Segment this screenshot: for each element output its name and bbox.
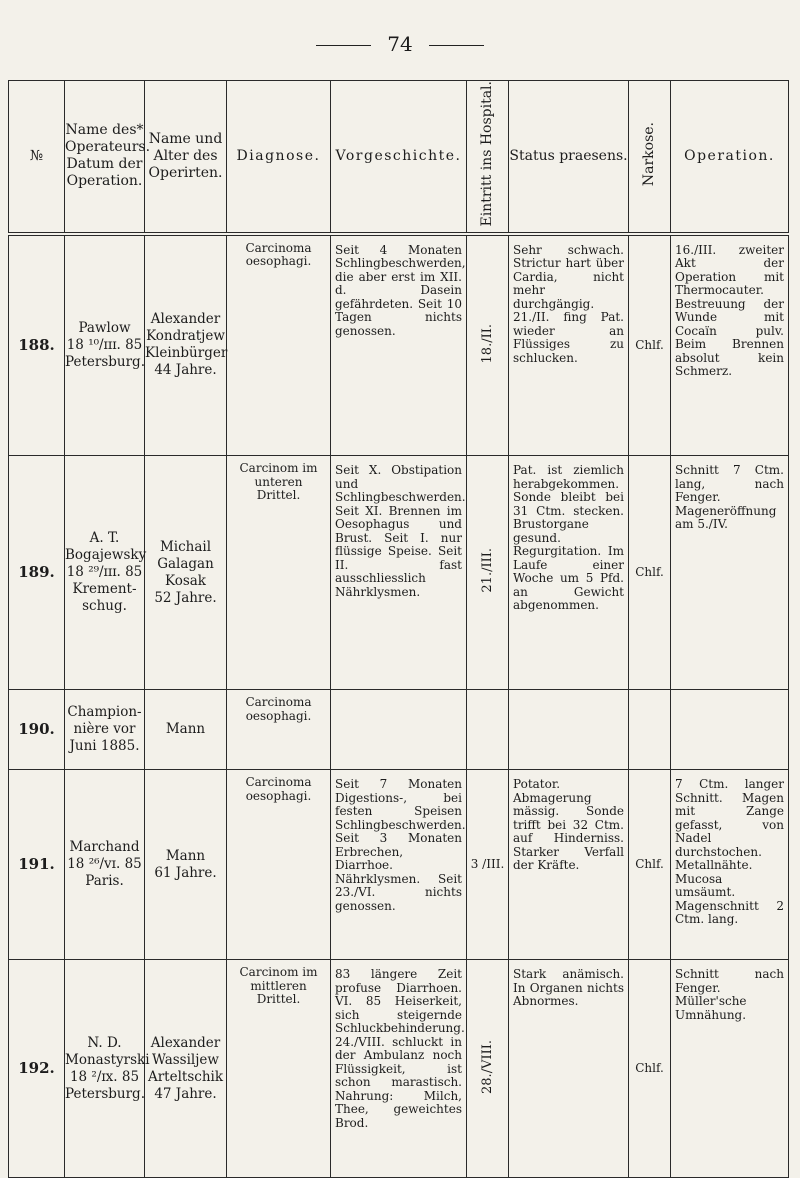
table-row (9, 690, 789, 770)
patient-cell: Mann (145, 690, 227, 770)
operations-table (8, 80, 789, 1178)
header-eintritt: Eintritt ins Hospital. (467, 81, 509, 234)
narkose-cell: Chlf. (629, 456, 671, 690)
vorgeschichte-cell: Seit X. Obstipation und Schlingbeschwerden. Seit XI. Brennen im Oesophagus und Brust. Seit I. nur flüssige Speise. Seit II. fast ausschliesslich Nährklysmen. (331, 456, 467, 690)
table-row (9, 770, 789, 960)
header-narkose: Narkose. (629, 81, 671, 234)
page-number: 74 (387, 32, 413, 56)
eintritt-cell: 21./III. (467, 456, 509, 690)
narkose-cell: Chlf. (629, 770, 671, 960)
operation-cell: 16./III. zweiter Akt der Operation mit Thermocauter. Bestreuung der Wunde mit Cocaïn pulv. Beim Brennen absolut kein Schmerz. (671, 234, 789, 456)
header-dash-left (316, 45, 371, 46)
patient-cell: Mann 61 Jahre. (145, 770, 227, 960)
status-cell: Pat. ist ziemlich herabgekommen. Sonde bleibt bei 31 Ctm. stecken. Brustorgane gesund. Regurgitation. Im Laufe einer Woche um 5 Pfd. an Gewicht abgenommen. (509, 456, 629, 690)
header-dash-right (429, 45, 484, 46)
operateur-cell: Marchand 18 ²⁶/ᴠɪ. 85 Paris. (65, 770, 145, 960)
header-operateur: Name des* Operateurs. Datum der Operation. (65, 81, 145, 234)
vorgeschichte-cell (331, 690, 467, 770)
eintritt-cell: 18./II. (467, 234, 509, 456)
patient-cell: Michail Galagan Kosak 52 Jahre. (145, 456, 227, 690)
diagnose-cell: Carcinoma oesophagi. (227, 690, 331, 770)
header-diagnose: Diagnose. (227, 81, 331, 234)
eintritt-cell: 3 /III. (467, 770, 509, 960)
operateur-cell: N. D. Monastyrski 18 ²/ɪx. 85 Petersburg. (65, 960, 145, 1178)
case-number: 189. (9, 456, 65, 690)
operation-cell (671, 690, 789, 770)
table-row (9, 456, 789, 690)
diagnose-cell: Carcinoma oesophagi. (227, 770, 331, 960)
status-cell: Stark anämisch. In Organen nichts Abnormes. (509, 960, 629, 1178)
page-header (0, 30, 800, 58)
diagnose-cell: Carcinoma oesophagi. (227, 234, 331, 456)
case-number: 188. (9, 234, 65, 456)
operation-cell: Schnitt nach Fenger. Müller'sche Umnähung. (671, 960, 789, 1178)
header-row (9, 81, 789, 234)
vorgeschichte-cell: Seit 4 Monaten Schlingbeschwerden, die aber erst im XII. d. Dasein gefährdeten. Seit 10 Tagen nichts genossen. (331, 234, 467, 456)
status-cell: Sehr schwach. Strictur hart über Cardia, nicht mehr durchgängig. 21./II. fing Pat. wieder an Flüssiges zu schlucken. (509, 234, 629, 456)
status-cell (509, 690, 629, 770)
table-row (9, 234, 789, 456)
header-operirten: Name und Alter des Operirten. (145, 81, 227, 234)
operateur-cell: Champion- nière vor Juni 1885. (65, 690, 145, 770)
operation-cell: Schnitt 7 Ctm. lang, nach Fenger. Mageneröffnung am 5./IV. (671, 456, 789, 690)
narkose-cell (629, 690, 671, 770)
narkose-cell: Chlf. (629, 234, 671, 456)
patient-cell: Alexander Wassiljew Arteltschik 47 Jahre. (145, 960, 227, 1178)
status-cell: Potator. Abmagerung mässig. Sonde trifft bei 32 Ctm. auf Hinderniss. Starker Verfall der Kräfte. (509, 770, 629, 960)
case-number: 191. (9, 770, 65, 960)
case-number: 190. (9, 690, 65, 770)
vorgeschichte-cell: 83 längere Zeit profuse Diarrhoen. VI. 85 Heiserkeit, sich steigernde Schluckbehinderung. 24./VIII. schluckt in der Ambulanz noch Flüssigkeit, ist schon marastisch. Nahrung: Milch, Thee, geweichtes Brod. (331, 960, 467, 1178)
diagnose-cell: Carcinom im unteren Drittel. (227, 456, 331, 690)
patient-cell: Alexander Kondratjew Kleinbürger 44 Jahre. (145, 234, 227, 456)
eintritt-cell: 28./VIII. (467, 960, 509, 1178)
vorgeschichte-cell: Seit 7 Monaten Digestions-, bei festen Speisen Schlingbeschwerden. Seit 3 Monaten Erbrechen, Diarrhoe. Nährklysmen. Seit 23./VI. nichts genossen. (331, 770, 467, 960)
narkose-cell: Chlf. (629, 960, 671, 1178)
diagnose-cell: Carcinom im mittleren Drittel. (227, 960, 331, 1178)
eintritt-cell (467, 690, 509, 770)
case-number: 192. (9, 960, 65, 1178)
header-status: Status praesens. (509, 81, 629, 234)
header-vorgeschichte: Vorgeschichte. (331, 81, 467, 234)
operateur-cell: Pawlow 18 ¹⁰/ɪɪɪ. 85 Petersburg. (65, 234, 145, 456)
header-operation: Operation. (671, 81, 789, 234)
table-row (9, 960, 789, 1178)
header-nr: № (9, 81, 65, 234)
operateur-cell: A. T. Bogajewsky 18 ²⁹/ɪɪɪ. 85 Krement- schug. (65, 456, 145, 690)
operation-cell: 7 Ctm. langer Schnitt. Magen mit Zange gefasst, von Nadel durchstochen. Metallnähte. Mucosa umsäumt. Magenschnitt 2 Ctm. lang. (671, 770, 789, 960)
